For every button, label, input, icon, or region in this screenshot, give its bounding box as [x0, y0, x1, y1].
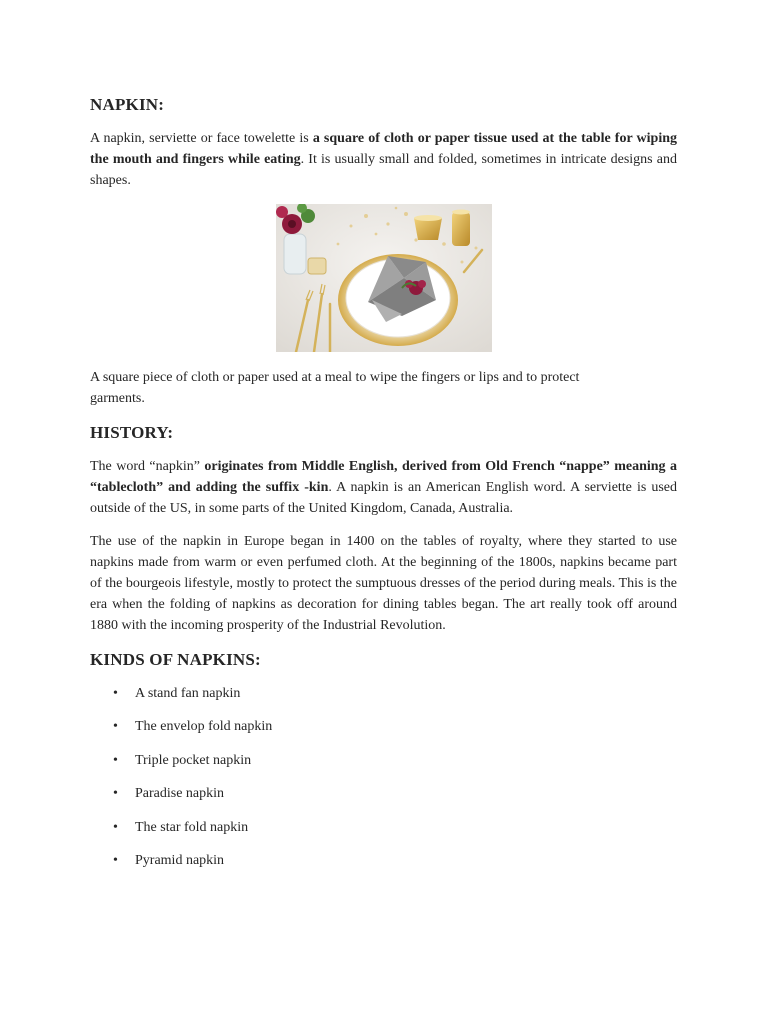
list-item-text: Triple pocket napkin — [135, 752, 252, 768]
image-caption: A square piece of cloth or paper used at a meal to wipe the fingers or lips and to protect garments. — [90, 370, 580, 406]
bullet-icon: • — [113, 686, 118, 701]
bullet-icon: • — [113, 752, 118, 768]
list-item-text: A stand fan napkin — [135, 686, 241, 701]
list-item — [90, 851, 677, 884]
intro-text-end: . It is usually small and folded, sometimes in intricate designs and shapes. — [90, 152, 677, 188]
napkin-heading: NAPKIN: — [90, 95, 165, 114]
history-paragraph-2: The use of the napkin in Europe began in 1400 on the tables of royalty, where they started to use napkins made from warm or even perfumed cloth. At the beginning of the 1800s, napkins became part of the bourgeois lifestyle, mostly to protect the sumptuous dresses of the period during meals. This is the era when the folding of napkins as decoration for dining tables began. The art really took off around 1880 with the incoming prosperity of the Industrial Revolution. — [90, 534, 677, 633]
bullet-icon: • — [113, 786, 118, 802]
list-item-text: Pyramid napkin — [135, 852, 225, 868]
list-item-text: The star fold napkin — [135, 819, 249, 835]
bullet-icon: • — [113, 719, 118, 735]
intro-definition-bold: a square of cloth or paper tissue used at the table for wiping the mouth and fingers while eating — [90, 131, 677, 167]
list-item — [90, 784, 677, 817]
kinds-list — [90, 684, 677, 884]
list-item — [90, 717, 677, 750]
napkin-intro-paragraph — [90, 128, 677, 191]
list-item-text: The envelop fold napkin — [135, 719, 273, 735]
list-item — [90, 818, 677, 851]
history-heading: HISTORY: — [90, 423, 174, 442]
history-p1-bold: originates from Middle English, derived from Old French “nappe” meaning a “tablecloth” and adding the suffix -kin — [90, 459, 677, 495]
history-p1-start: The word “napkin” — [90, 459, 205, 474]
list-item-text: Paradise napkin — [135, 786, 225, 802]
history-p1-end: . A napkin is an American English word. A serviette is used outside of the US, in some parts of the United Kingdom, Canada, Australia. — [90, 480, 677, 516]
intro-text-start: A napkin, serviette or face towelette is — [90, 131, 313, 146]
kinds-heading: KINDS OF NAPKINS: — [90, 650, 261, 669]
bullet-icon: • — [113, 819, 118, 835]
napkin-table-setting-photo — [276, 204, 492, 352]
list-item — [90, 751, 677, 784]
history-paragraph-1 — [90, 456, 677, 519]
bullet-icon: • — [113, 852, 118, 868]
list-item — [90, 684, 677, 717]
